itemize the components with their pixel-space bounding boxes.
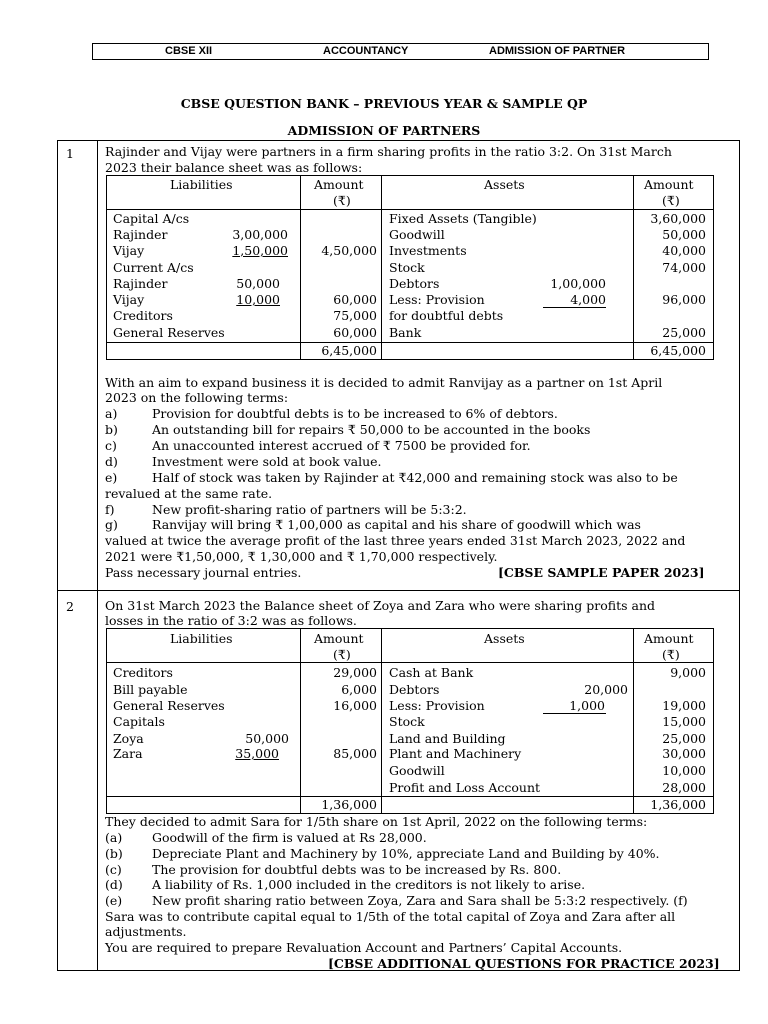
question-intro-line: On 31st March 2023 the Balance sheet of Zoya and Zara who were sharing profits and <box>105 598 656 613</box>
term-text: A liability of Rs. 1,000 included in the creditors is not likely to arise. <box>152 877 586 892</box>
page-title: CBSE QUESTION BANK – PREVIOUS YEAR & SAMPLE QP <box>180 96 588 111</box>
assets-header: Assets <box>484 631 525 646</box>
term-text: An outstanding bill for repairs ₹ 50,000 to be accounted in the books <box>152 422 591 437</box>
liability-amount: 6,000 <box>341 682 377 697</box>
bs-total-divider <box>106 342 714 343</box>
amount-header: Amount <box>644 177 694 192</box>
liability-name: Bill payable <box>113 682 188 697</box>
asset-name: Fixed Assets (Tangible) <box>389 211 537 226</box>
liability-name: Creditors <box>113 665 173 680</box>
liability-sub-amount: 3,00,000 <box>232 227 288 242</box>
bs-column-divider <box>381 628 382 814</box>
asset-amount: 3,60,000 <box>650 211 706 226</box>
asset-amount: 10,000 <box>662 763 706 778</box>
liability-name: Creditors <box>113 308 173 323</box>
asset-name: Debtors <box>389 682 440 697</box>
asset-amount: 19,000 <box>662 698 706 713</box>
question-source: [CBSE ADDITIONAL QUESTIONS FOR PRACTICE 2023] <box>328 956 720 971</box>
term-label: c) <box>105 438 117 453</box>
liabilities-total: 1,36,000 <box>321 797 377 812</box>
term-label: g) <box>105 517 118 532</box>
liability-name: Capitals <box>113 714 165 729</box>
term-text: Depreciate Plant and Machinery by 10%, appreciate Land and Building by 40%. <box>152 846 660 861</box>
asset-amount: 30,000 <box>662 746 706 761</box>
term-label: (b) <box>105 846 123 861</box>
question-intro-line: losses in the ratio of 3:2 was as follows. <box>105 613 357 628</box>
liabilities-total: 6,45,000 <box>321 343 377 358</box>
liability-sub-amount: 10,000 <box>236 292 280 307</box>
header-chapter: ADMISSION OF PARTNER <box>489 45 626 57</box>
assets-total: 6,45,000 <box>650 343 706 358</box>
page-header <box>92 43 709 60</box>
asset-amount: 9,000 <box>670 665 706 680</box>
asset-name: Bank <box>389 325 422 340</box>
liability-sub-amount: 50,000 <box>245 731 289 746</box>
asset-sub-amount: 20,000 <box>584 682 628 697</box>
liability-sub-amount: 35,000 <box>235 746 279 761</box>
liability-amount: 60,000 <box>333 325 377 340</box>
term-text: New profit-sharing ratio of partners will be 5:3:2. <box>152 502 467 517</box>
term-label: e) <box>105 470 118 485</box>
liability-sub-amount: 1,50,000 <box>232 243 288 258</box>
header-subject: ACCOUNTANCY <box>323 45 409 57</box>
term-text: Investment were sold at book value. <box>152 454 382 469</box>
liability-amount: 85,000 <box>333 746 377 761</box>
number-column-divider <box>97 140 98 971</box>
asset-sub-amount: 1,00,000 <box>550 276 606 291</box>
question-body-line: With an aim to expand business it is decided to admit Ranvijay as a partner on 1st April <box>105 375 663 390</box>
assets-total: 1,36,000 <box>650 797 706 812</box>
rupee-header: (₹) <box>333 647 351 662</box>
asset-sub-amount: 4,000 <box>570 292 606 307</box>
asset-name: Land and Building <box>389 731 506 746</box>
term-text: Provision for doubtful debts is to be increased to 6% of debtors. <box>152 406 558 421</box>
question-intro-line: 2023 their balance sheet was as follows: <box>105 160 363 175</box>
liability-name: Current A/cs <box>113 260 194 275</box>
term-label: (a) <box>105 830 123 845</box>
asset-name: Stock <box>389 714 425 729</box>
liability-name: Vijay <box>113 243 145 258</box>
rupee-header: (₹) <box>662 647 680 662</box>
liability-name: General Reserves <box>113 698 225 713</box>
liabilities-header: Liabilities <box>170 631 233 646</box>
header-class: CBSE XII <box>165 45 213 57</box>
liability-amount: 29,000 <box>333 665 377 680</box>
liability-name: Vijay <box>113 292 145 307</box>
question-body-line: They decided to admit Sara for 1/5th share on 1st April, 2022 on the following terms: <box>105 814 648 829</box>
liability-amount: 16,000 <box>333 698 377 713</box>
term-label: (c) <box>105 862 122 877</box>
term-text: Half of stock was taken by Rajinder at ₹42,000 and remaining stock was also to be <box>152 470 678 485</box>
term-text: You are required to prepare Revaluation Account and Partners’ Capital Accounts. <box>105 940 623 955</box>
amount-header: Amount <box>314 631 364 646</box>
term-text: Goodwill of the firm is valued at Rs 28,000. <box>152 830 427 845</box>
asset-name: Stock <box>389 260 425 275</box>
sub-amount-underline <box>543 713 606 714</box>
assets-header: Assets <box>484 177 525 192</box>
bs-column-divider <box>381 175 382 360</box>
asset-name: Cash at Bank <box>389 665 474 680</box>
sub-amount-underline <box>543 307 606 308</box>
asset-name: Less: Provision <box>389 292 485 307</box>
liability-name: Rajinder <box>113 227 168 242</box>
liability-amount: 4,50,000 <box>321 243 377 258</box>
term-text: The provision for doubtful debts was to be increased by Rs. 800. <box>152 862 562 877</box>
term-text: Sara was to contribute capital equal to 1/5th of the total capital of Zoya and Zara after all <box>105 909 676 924</box>
asset-name: Profit and Loss Account <box>389 780 541 795</box>
asset-name: Plant and Machinery <box>389 746 522 761</box>
row-divider <box>57 590 740 591</box>
term-text: valued at twice the average profit of the last three years ended 31st March 2023, 2022 and <box>105 533 686 548</box>
asset-amount: 25,000 <box>662 325 706 340</box>
bs-header-divider <box>106 209 714 210</box>
question-body-line: 2023 on the following terms: <box>105 390 289 405</box>
amount-header: Amount <box>314 177 364 192</box>
term-text: New profit sharing ratio between Zoya, Zara and Sara shall be 5:3:2 respectively. (f) <box>152 893 688 908</box>
term-label: b) <box>105 422 118 437</box>
term-label: a) <box>105 406 118 421</box>
liability-name: General Reserves <box>113 325 225 340</box>
rupee-header: (₹) <box>662 193 680 208</box>
asset-name: Goodwill <box>389 763 445 778</box>
asset-name: Investments <box>389 243 467 258</box>
term-text: adjustments. <box>105 924 187 939</box>
liability-amount: 60,000 <box>333 292 377 307</box>
term-label: f) <box>105 502 115 517</box>
term-label: d) <box>105 454 118 469</box>
term-label: (d) <box>105 877 123 892</box>
asset-amount: 28,000 <box>662 780 706 795</box>
question-intro-line: Rajinder and Vijay were partners in a firm sharing profits in the ratio 3:2. On 31st March <box>105 144 672 159</box>
question-source: [CBSE SAMPLE PAPER 2023] <box>498 565 705 580</box>
liability-name: Zoya <box>113 731 144 746</box>
liability-amount: 75,000 <box>333 308 377 323</box>
question-number: 1 <box>66 146 74 161</box>
asset-name: Goodwill <box>389 227 445 242</box>
page-subtitle: ADMISSION OF PARTNERS <box>287 123 481 138</box>
liability-name: Capital A/cs <box>113 211 190 226</box>
asset-amount: 96,000 <box>662 292 706 307</box>
term-text: An unaccounted interest accrued of ₹ 7500 be provided for. <box>152 438 531 453</box>
liability-sub-amount: 50,000 <box>236 276 280 291</box>
asset-name: for doubtful debts <box>389 308 504 323</box>
asset-sub-amount: 1,000 <box>569 698 605 713</box>
term-text: 2021 were ₹1,50,000, ₹ 1,30,000 and ₹ 1,70,000 respectively. <box>105 549 498 564</box>
asset-name: Less: Provision <box>389 698 485 713</box>
term-text: revalued at the same rate. <box>105 486 273 501</box>
bs-header-divider <box>106 662 714 663</box>
asset-amount: 74,000 <box>662 260 706 275</box>
term-text: Ranvijay will bring ₹ 1,00,000 as capital and his share of goodwill which was <box>152 517 641 532</box>
term-label: (e) <box>105 893 123 908</box>
bs-total-divider <box>106 796 714 797</box>
asset-amount: 50,000 <box>662 227 706 242</box>
asset-amount: 40,000 <box>662 243 706 258</box>
liability-name: Rajinder <box>113 276 168 291</box>
liability-name: Zara <box>113 746 143 761</box>
question-number: 2 <box>66 599 74 614</box>
asset-amount: 25,000 <box>662 731 706 746</box>
asset-amount: 15,000 <box>662 714 706 729</box>
amount-header: Amount <box>644 631 694 646</box>
question-instruction: Pass necessary journal entries. <box>105 565 302 580</box>
asset-name: Debtors <box>389 276 440 291</box>
rupee-header: (₹) <box>333 193 351 208</box>
liabilities-header: Liabilities <box>170 177 233 192</box>
bs-column-divider <box>300 628 301 814</box>
